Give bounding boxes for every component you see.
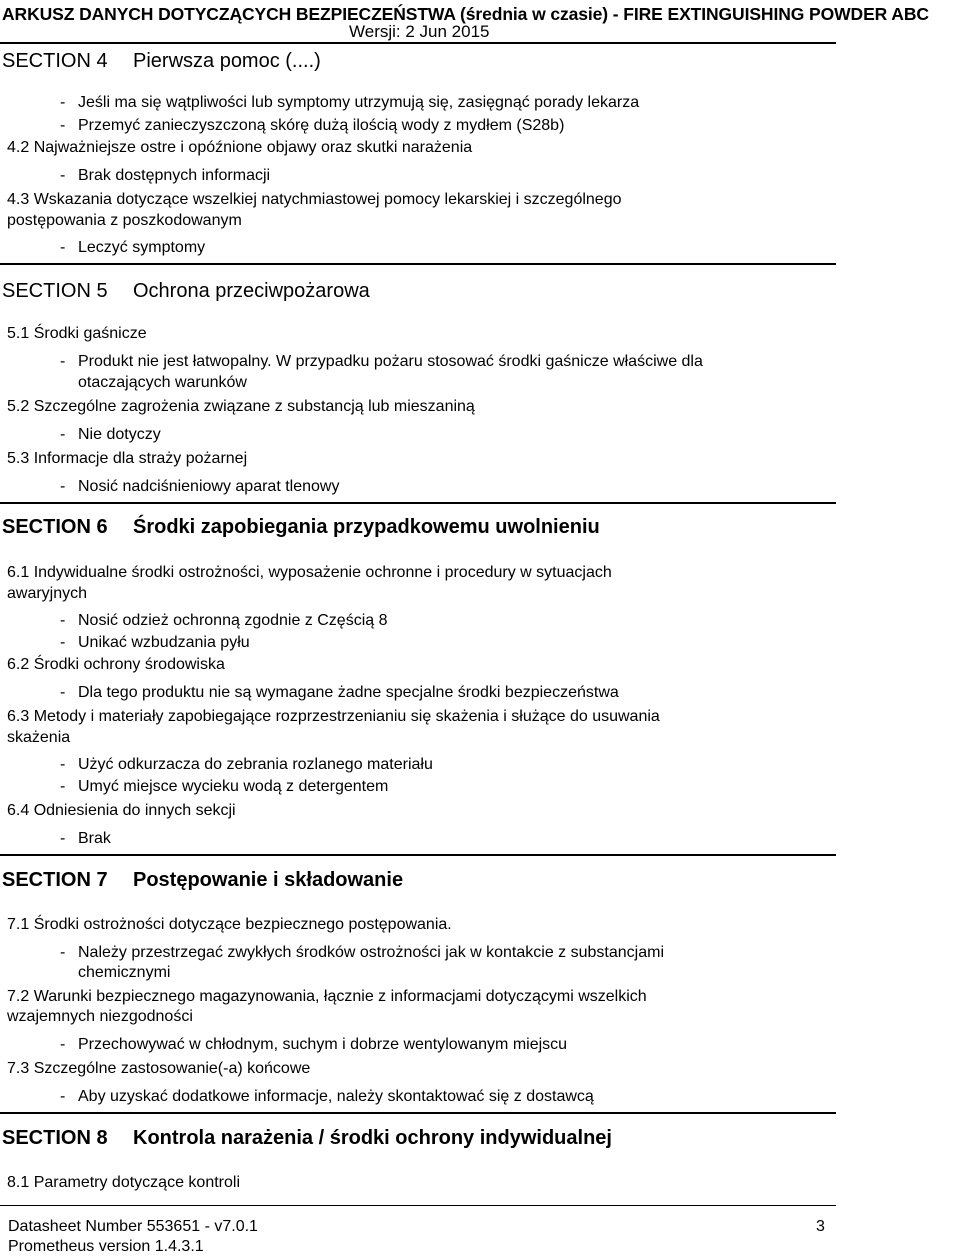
list-item: - Nie dotyczy bbox=[60, 426, 161, 443]
subsection-heading-cont: postępowania z poszkodowanym bbox=[7, 212, 242, 229]
section-heading bbox=[2, 1127, 612, 1150]
list-item: - Nosić odzież ochronną zgodnie z Częścią 8 bbox=[60, 612, 388, 629]
section-rule bbox=[0, 263, 836, 265]
list-item: - Przechowywać w chłodnym, suchym i dobrze wentylowanym miejscu bbox=[60, 1036, 568, 1053]
section-rule bbox=[0, 854, 836, 856]
page-number: 3 bbox=[816, 1218, 825, 1235]
subsection-heading: 4.3 Wskazania dotyczące wszelkiej natychmiastowej pomocy lekarskiej i szczególnego bbox=[7, 191, 622, 208]
section-number: SECTION 6 bbox=[2, 516, 108, 538]
list-item: - Użyć odkurzacza do zebrania rozlanego materiału bbox=[60, 756, 433, 773]
subsection-heading: 5.2 Szczególne zagrożenia związane z substancją lub mieszaniną bbox=[7, 398, 475, 415]
subsection-heading: 6.3 Metody i materiały zapobiegające rozprzestrzenianiu się skażenia i służące do usuwania bbox=[7, 708, 660, 725]
section-number: SECTION 5 bbox=[2, 280, 108, 302]
list-item: - Unikać wzbudzania pyłu bbox=[60, 634, 250, 651]
list-item: - Należy przestrzegać zwykłych środków ostrożności jak w kontakcie z substancjami bbox=[60, 944, 664, 961]
section-title: Ochrona przeciwpożarowa bbox=[133, 280, 370, 302]
version-date: Wersji: 2 Jun 2015 bbox=[349, 22, 490, 41]
subsection-heading: 4.2 Najważniejsze ostre i opóźnione objawy oraz skutki narażenia bbox=[7, 139, 473, 156]
subsection-heading: 6.1 Indywidualne środki ostrożności, wyposażenie ochronne i procedury w sytuacjach bbox=[7, 564, 612, 581]
subsection-heading-cont: awaryjnych bbox=[7, 585, 88, 602]
list-item: - Brak dostępnych informacji bbox=[60, 167, 271, 184]
subsection-heading: 5.3 Informacje dla straży pożarnej bbox=[7, 450, 248, 467]
list-item: - Nosić nadciśnieniowy aparat tlenowy bbox=[60, 478, 340, 495]
section-number: SECTION 8 bbox=[2, 1127, 108, 1149]
header-rule bbox=[0, 42, 836, 44]
section-heading bbox=[2, 516, 600, 539]
section-title: Środki zapobiegania przypadkowemu uwolnieniu bbox=[133, 516, 600, 538]
subsection-heading: 7.3 Szczególne zastosowanie(-a) końcowe bbox=[7, 1060, 311, 1077]
subsection-heading-cont: wzajemnych niezgodności bbox=[7, 1008, 193, 1025]
section-title: Pierwsza pomoc (....) bbox=[133, 50, 321, 72]
list-item: - Leczyć symptomy bbox=[60, 239, 206, 256]
list-item: - Aby uzyskać dodatkowe informacje, należy skontaktować się z dostawcą bbox=[60, 1088, 594, 1105]
list-item-cont: chemicznymi bbox=[78, 964, 171, 981]
section-title: Kontrola narażenia / środki ochrony indywidualnej bbox=[133, 1127, 612, 1149]
subsection-heading-cont: skażenia bbox=[7, 729, 71, 746]
section-number: SECTION 7 bbox=[2, 869, 108, 891]
list-item: - Umyć miejsce wycieku wodą z detergentem bbox=[60, 778, 389, 795]
subsection-heading: 5.1 Środki gaśnicze bbox=[7, 325, 147, 342]
subsection-heading: 7.2 Warunki bezpiecznego magazynowania, łącznie z informacjami dotyczącymi wszelkich bbox=[7, 988, 647, 1005]
list-item: - Dla tego produktu nie są wymagane żadne specjalne środki bezpieczeństwa bbox=[60, 684, 619, 701]
section-rule bbox=[0, 502, 836, 504]
subsection-heading: 6.4 Odniesienia do innych sekcji bbox=[7, 802, 236, 819]
section-number: SECTION 4 bbox=[2, 50, 108, 72]
datasheet-number: Datasheet Number 553651 - v7.0.1 bbox=[8, 1218, 258, 1235]
document-title: ARKUSZ DANYCH DOTYCZĄCYCH BEZPIECZEŃSTWA (średnia w czasie) - FIRE EXTINGUISHING POWDER ABC bbox=[2, 4, 929, 24]
section-rule bbox=[0, 1112, 836, 1114]
section-title: Postępowanie i składowanie bbox=[133, 869, 404, 891]
section-heading bbox=[2, 280, 370, 303]
list-item: - Przemyć zanieczyszczoną skórę dużą ilością wody z mydłem (S28b) bbox=[60, 117, 565, 134]
subsection-heading: 6.2 Środki ochrony środowiska bbox=[7, 656, 225, 673]
list-item: - Produkt nie jest łatwopalny. W przypadku pożaru stosować środki gaśnicze właściwe dla bbox=[60, 353, 703, 370]
prometheus-version: Prometheus version 1.4.3.1 bbox=[8, 1238, 204, 1255]
footer-rule bbox=[0, 1205, 836, 1206]
section-heading bbox=[2, 869, 403, 892]
list-item: - Jeśli ma się wątpliwości lub symptomy utrzymują się, zasięgnąć porady lekarza bbox=[60, 94, 640, 111]
list-item: - Brak bbox=[60, 830, 111, 847]
subsection-heading: 7.1 Środki ostrożności dotyczące bezpiecznego postępowania. bbox=[7, 916, 452, 933]
section-heading bbox=[2, 50, 321, 73]
list-item-cont: otaczających warunków bbox=[78, 374, 247, 391]
subsection-heading: 8.1 Parametry dotyczące kontroli bbox=[7, 1174, 240, 1191]
